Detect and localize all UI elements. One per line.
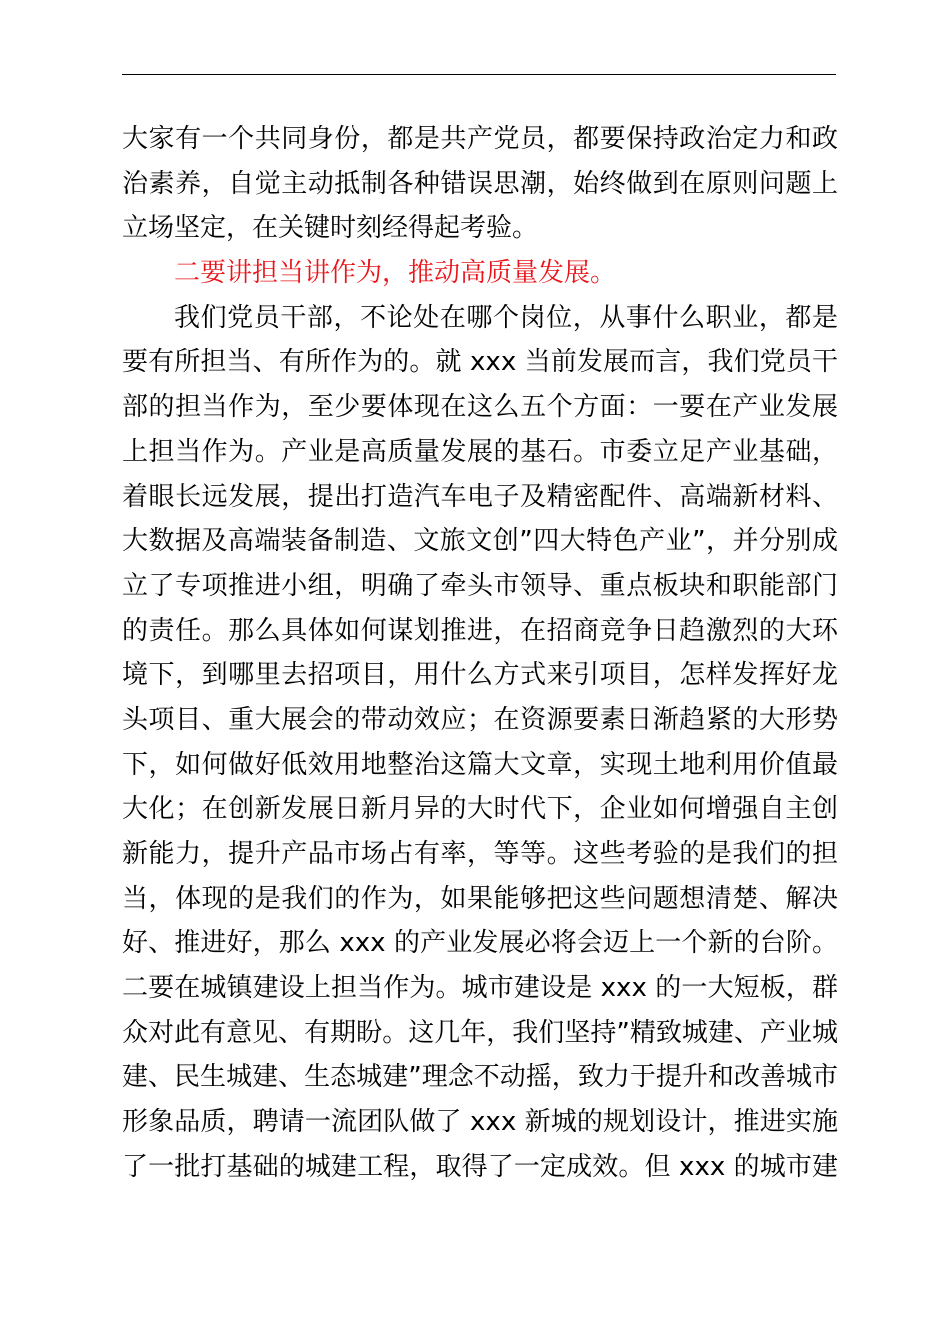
text-line: 立场坚定，在关键时刻经得起考验。	[122, 213, 539, 244]
text-line: 建、民生城建、生态城建”理念不动摇，致力于提升和改善城市	[122, 1062, 838, 1093]
text-line: 大化；在创新发展日新月异的大时代下，企业如何增强自主创	[122, 794, 838, 825]
text-line: 大数据及高端装备制造、文旅文创”四大特色产业”，并分别成	[122, 526, 838, 557]
section-heading: 二要讲担当讲作为，推动高质量发展。	[174, 258, 617, 289]
text-line: 要有所担当、有所作为的。就 xxx 当前发展而言，我们党员干	[122, 347, 838, 378]
text-line: 着眼长远发展，提出打造汽车电子及精密配件、高端新材料、	[122, 481, 838, 512]
text-line: 上担当作为。产业是高质量发展的基石。市委立足产业基础，	[122, 436, 838, 467]
text-line: 大家有一个共同身份，都是共产党员，都要保持政治定力和政	[122, 124, 838, 154]
text-line: 了一批打基础的城建工程，取得了一定成效。但 xxx 的城市建	[122, 1151, 838, 1182]
text-line: 好、推进好，那么 xxx 的产业发展必将会迈上一个新的台阶。	[122, 928, 838, 959]
text-line: 的责任。那么具体如何谋划推进，在招商竞争日趋激烈的大环	[122, 615, 838, 646]
text-line: 头项目、重大展会的带动效应；在资源要素日渐趋紧的大形势	[122, 704, 838, 735]
text-line: 我们党员干部，不论处在哪个岗位，从事什么职业，都是	[174, 302, 838, 333]
text-line: 当，体现的是我们的作为，如果能够把这些问题想清楚、解决	[122, 883, 838, 914]
text-line: 治素养，自觉主动抵制各种错误思潮，始终做到在原则问题上	[122, 168, 838, 199]
header-rule	[122, 74, 836, 75]
document-body	[122, 117, 838, 1190]
text-line: 新能力，提升产品市场占有率，等等。这些考验的是我们的担	[122, 839, 838, 869]
text-line: 立了专项推进小组，明确了牵头市领导、重点板块和职能部门	[122, 570, 838, 601]
text-line: 形象品质，聘请一流团队做了 xxx 新城的规划设计，推进实施	[122, 1107, 838, 1138]
text-line: 众对此有意见、有期盼。这几年，我们坚持”精致城建、产业城	[122, 1017, 838, 1048]
text-line: 部的担当作为，至少要体现在这么五个方面：一要在产业发展	[122, 392, 838, 423]
text-line: 境下，到哪里去招项目，用什么方式来引项目，怎样发挥好龙	[122, 660, 838, 691]
text-line: 下，如何做好低效用地整治这篇大文章，实现土地利用价值最	[122, 749, 838, 780]
text-line: 二要在城镇建设上担当作为。城市建设是 xxx 的一大短板，群	[122, 973, 838, 1004]
